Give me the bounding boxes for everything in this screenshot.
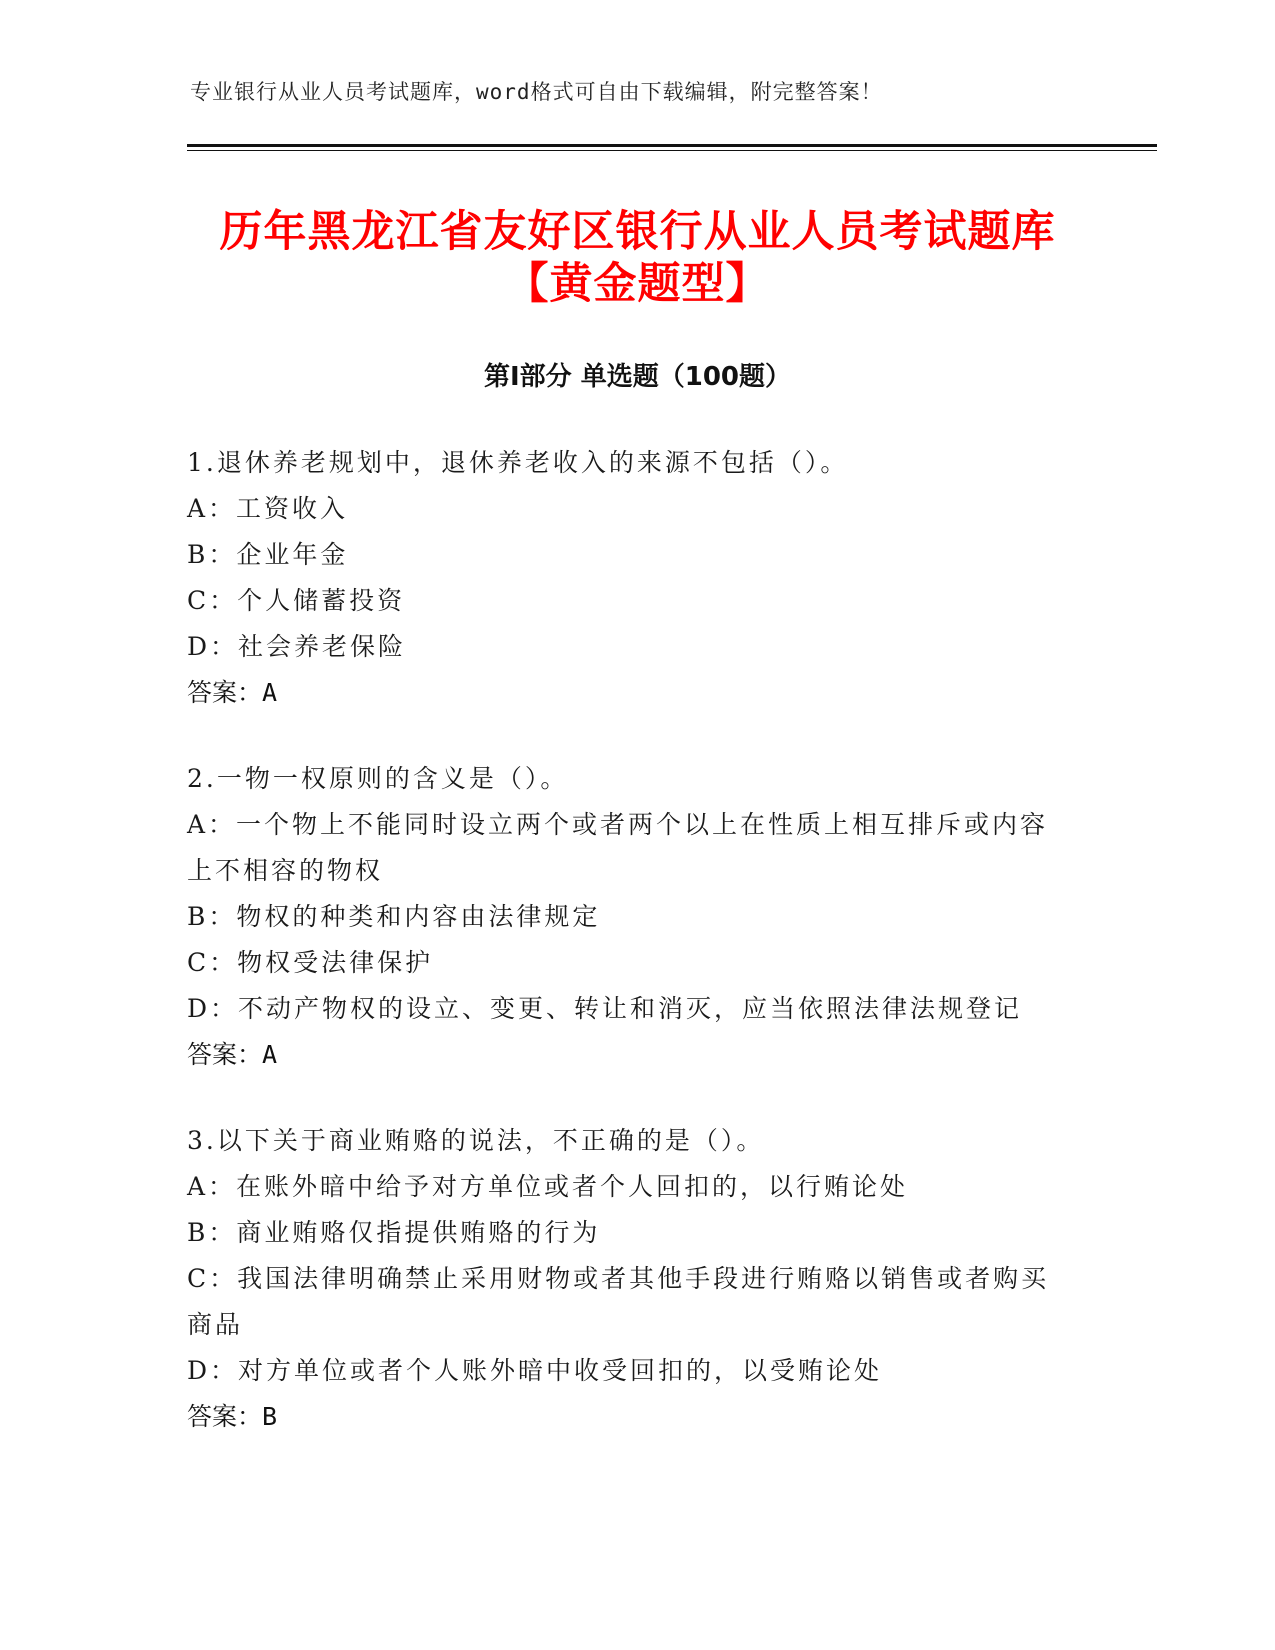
answer-value: B: [262, 1402, 278, 1431]
option-c: C：我国法律明确禁止采用财物或者其他手段进行贿赂以销售或者购买: [187, 1264, 1050, 1293]
option-a-continued: 上不相容的物权: [187, 856, 384, 885]
option-c-continued: 商品: [187, 1310, 244, 1339]
option-a: A：工资收入: [187, 494, 349, 523]
header-divider-thick: [187, 144, 1157, 147]
answer: [187, 1394, 1087, 1440]
option-d: D：对方单位或者个人账外暗中收受回扣的，以受贿论处: [187, 1356, 883, 1385]
question-3: [187, 1118, 1087, 1440]
option-d: D：不动产物权的设立、变更、转让和消灭，应当依照法律法规登记: [187, 994, 1023, 1023]
answer-value: A: [262, 1040, 278, 1069]
header-note: 专业银行从业人员考试题库，word格式可自由下载编辑，附完整答案！: [190, 80, 883, 104]
answer-value: A: [262, 678, 278, 707]
answer-label: 答案：: [187, 678, 263, 707]
option-b: B：企业年金: [187, 540, 349, 569]
header-divider-thin: [187, 150, 1157, 151]
question-2: [187, 756, 1087, 1078]
answer-label: 答案：: [187, 1402, 263, 1431]
option-b: B：商业贿赂仅指提供贿赂的行为: [187, 1218, 601, 1247]
question-list: [187, 440, 1087, 1480]
question-stem: 2.一物一权原则的含义是（）。: [187, 764, 569, 793]
question-1: [187, 440, 1087, 716]
option-c: C：物权受法律保护: [187, 948, 434, 977]
section-title: 第Ⅰ部分 单选题（100题）: [484, 362, 791, 392]
question-stem: 3.以下关于商业贿赂的说法，不正确的是（）。: [187, 1126, 765, 1155]
option-d: D：社会养老保险: [187, 632, 407, 661]
question-stem: 1.退休养老规划中，退休养老收入的来源不包括（）。: [187, 448, 849, 477]
document-title-line2: 【黄金题型】: [505, 259, 770, 309]
answer: [187, 670, 1087, 716]
option-c: C：个人储蓄投资: [187, 586, 406, 615]
option-a: A：一个物上不能同时设立两个或者两个以上在性质上相互排斥或内容: [187, 810, 1049, 839]
answer-label: 答案：: [187, 1040, 263, 1069]
option-a: A：在账外暗中给予对方单位或者个人回扣的，以行贿论处: [187, 1172, 909, 1201]
option-b: B：物权的种类和内容由法律规定: [187, 902, 601, 931]
answer: [187, 1032, 1087, 1078]
document-title-line1: 历年黑龙江省友好区银行从业人员考试题库: [219, 207, 1056, 257]
